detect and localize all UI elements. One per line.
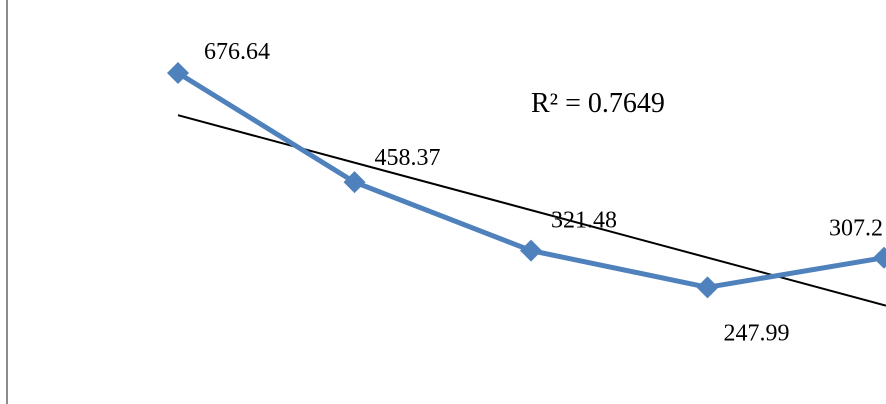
series-markers [167,62,886,298]
data-label: 247.99 [723,320,790,347]
data-point-marker [520,240,542,262]
data-label: 676.64 [204,39,270,65]
data-point-marker [873,247,886,269]
data-label: 458.37 [374,145,441,172]
data-point-marker [167,62,189,84]
r-squared-label: R² = 0.7649 [531,88,665,119]
data-point-marker [697,276,719,298]
data-label: 321.48 [551,207,617,234]
data-labels [204,39,883,346]
data-label: 307.2 [829,215,883,242]
